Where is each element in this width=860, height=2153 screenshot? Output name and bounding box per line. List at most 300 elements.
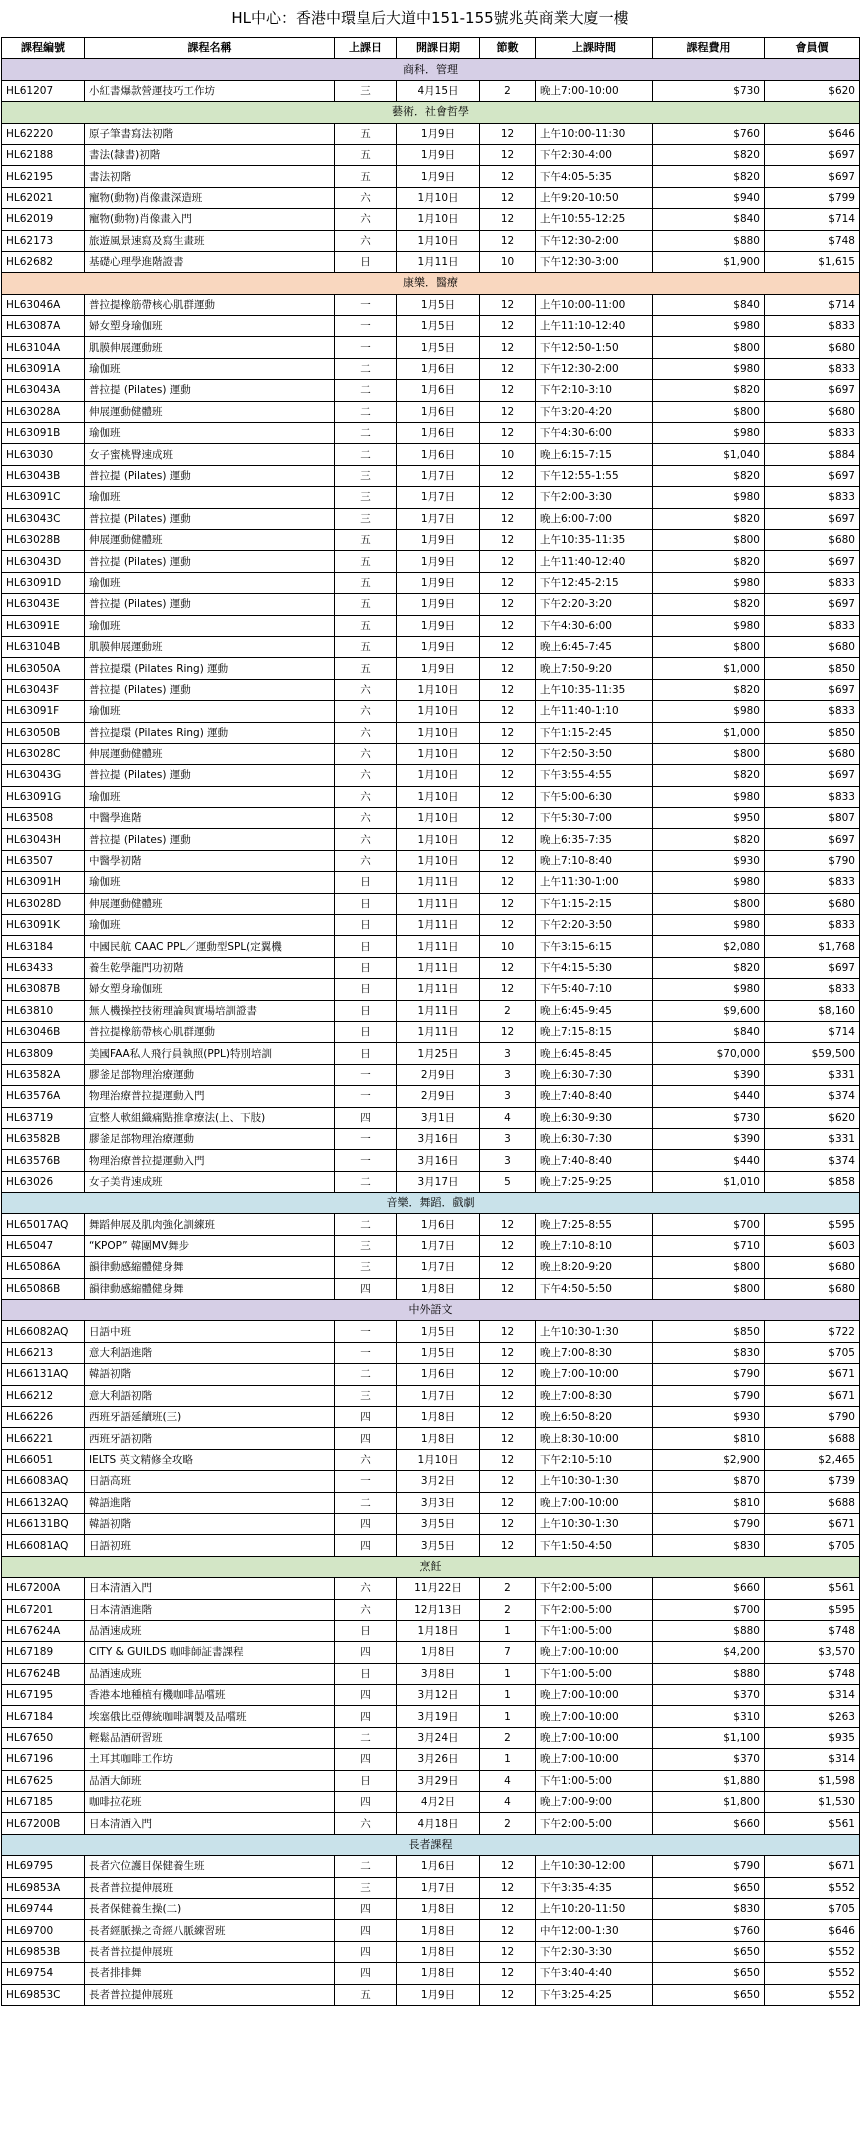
- course-code-cell: HL69853C: [2, 1984, 85, 2005]
- sessions-cell: 12: [480, 1856, 536, 1877]
- class-time-cell: 晚上6:30-7:30: [536, 1128, 653, 1149]
- course-name-cell: CITY & GUILDS 咖啡師証書課程: [85, 1642, 335, 1663]
- start-date-cell: 11月22日: [397, 1578, 480, 1599]
- course-name-cell: 瑜伽班: [85, 915, 335, 936]
- course-fee-cell: $800: [653, 893, 765, 914]
- course-code-cell: HL63091C: [2, 487, 85, 508]
- class-time-cell: 下午3:40-4:40: [536, 1963, 653, 1984]
- course-fee-cell: $1,100: [653, 1727, 765, 1748]
- class-day-cell: 三: [335, 465, 397, 486]
- table-row: [2, 80, 860, 101]
- course-fee-cell: $790: [653, 1385, 765, 1406]
- course-fee-cell: $800: [653, 636, 765, 657]
- class-day-cell: 二: [335, 1727, 397, 1748]
- class-time-cell: 下午3:15-6:15: [536, 936, 653, 957]
- course-fee-cell: $650: [653, 1877, 765, 1898]
- class-day-cell: 二: [335, 1856, 397, 1877]
- course-fee-cell: $950: [653, 808, 765, 829]
- start-date-cell: 1月5日: [397, 1342, 480, 1363]
- course-code-cell: HL63043H: [2, 829, 85, 850]
- class-day-cell: 三: [335, 1235, 397, 1256]
- course-name-cell: 普拉提 (Pilates) 運動: [85, 508, 335, 529]
- member-price-cell: $671: [765, 1364, 860, 1385]
- sessions-cell: 12: [480, 358, 536, 379]
- course-code-cell: HL63043F: [2, 679, 85, 700]
- table-row: [2, 1856, 860, 1877]
- start-date-cell: 1月25日: [397, 1043, 480, 1064]
- course-fee-cell: $930: [653, 850, 765, 871]
- class-day-cell: 六: [335, 808, 397, 829]
- course-code-cell: HL63582B: [2, 1128, 85, 1149]
- class-day-cell: 二: [335, 423, 397, 444]
- member-price-cell: $671: [765, 1856, 860, 1877]
- course-code-cell: HL63043C: [2, 508, 85, 529]
- course-code-cell: HL66082AQ: [2, 1321, 85, 1342]
- sessions-cell: 12: [480, 187, 536, 208]
- table-row: [2, 1064, 860, 1085]
- sessions-cell: 12: [480, 337, 536, 358]
- member-price-cell: $671: [765, 1385, 860, 1406]
- sessions-cell: 12: [480, 294, 536, 315]
- table-row: [2, 1364, 860, 1385]
- start-date-cell: 1月9日: [397, 144, 480, 165]
- class-time-cell: 晚上7:40-8:40: [536, 1086, 653, 1107]
- class-time-cell: 晚上6:45-8:45: [536, 1043, 653, 1064]
- course-name-cell: 伸展運動健體班: [85, 743, 335, 764]
- class-day-cell: 四: [335, 1535, 397, 1556]
- course-name-cell: 小紅書爆款營運技巧工作坊: [85, 80, 335, 101]
- member-price-cell: $697: [765, 765, 860, 786]
- table-row: [2, 144, 860, 165]
- course-name-cell: 肌膜伸展運動班: [85, 636, 335, 657]
- start-date-cell: 1月10日: [397, 765, 480, 786]
- class-day-cell: 六: [335, 701, 397, 722]
- table-row: [2, 1428, 860, 1449]
- table-row: [2, 829, 860, 850]
- class-day-cell: 二: [335, 1492, 397, 1513]
- course-code-cell: HL63091D: [2, 572, 85, 593]
- class-day-cell: 四: [335, 1107, 397, 1128]
- table-row: [2, 1770, 860, 1791]
- course-name-cell: 原子筆書寫法初階: [85, 123, 335, 144]
- table-row: [2, 1941, 860, 1962]
- course-fee-cell: $760: [653, 1920, 765, 1941]
- class-time-cell: 上午11:10-12:40: [536, 316, 653, 337]
- section-header-row: [2, 1834, 860, 1855]
- header-class-time: 上課時間: [536, 38, 653, 59]
- class-day-cell: 二: [335, 380, 397, 401]
- course-name-cell: 書法初階: [85, 166, 335, 187]
- member-price-cell: $697: [765, 551, 860, 572]
- course-fee-cell: $980: [653, 423, 765, 444]
- member-price-cell: $833: [765, 316, 860, 337]
- table-row: [2, 423, 860, 444]
- start-date-cell: 1月9日: [397, 166, 480, 187]
- class-day-cell: 一: [335, 316, 397, 337]
- class-time-cell: 晚上7:00-9:00: [536, 1792, 653, 1813]
- member-price-cell: $697: [765, 508, 860, 529]
- sessions-cell: 12: [480, 1407, 536, 1428]
- class-day-cell: 日: [335, 915, 397, 936]
- table-row: [2, 679, 860, 700]
- class-day-cell: 四: [335, 1749, 397, 1770]
- class-time-cell: 晚上7:00-10:00: [536, 1685, 653, 1706]
- section-title: 商科．管理: [2, 59, 860, 80]
- course-name-cell: 伸展運動健體班: [85, 893, 335, 914]
- course-code-cell: HL63576B: [2, 1150, 85, 1171]
- start-date-cell: 1月11日: [397, 893, 480, 914]
- class-time-cell: 晚上8:20-9:20: [536, 1257, 653, 1278]
- class-time-cell: 下午2:20-3:50: [536, 915, 653, 936]
- course-fee-cell: $980: [653, 487, 765, 508]
- class-day-cell: 三: [335, 80, 397, 101]
- class-time-cell: 晚上7:00-10:00: [536, 1727, 653, 1748]
- start-date-cell: 4月15日: [397, 80, 480, 101]
- member-price-cell: $833: [765, 487, 860, 508]
- start-date-cell: 1月11日: [397, 1021, 480, 1042]
- course-fee-cell: $650: [653, 1963, 765, 1984]
- table-row: [2, 187, 860, 208]
- class-day-cell: 三: [335, 1877, 397, 1898]
- table-row: [2, 1898, 860, 1919]
- sessions-cell: 12: [480, 850, 536, 871]
- class-day-cell: 六: [335, 679, 397, 700]
- course-name-cell: 婦女塑身瑜伽班: [85, 979, 335, 1000]
- member-price-cell: $697: [765, 380, 860, 401]
- course-fee-cell: $1,000: [653, 722, 765, 743]
- course-fee-cell: $980: [653, 572, 765, 593]
- start-date-cell: 1月7日: [397, 1385, 480, 1406]
- member-price-cell: $680: [765, 1278, 860, 1299]
- header-sessions: 節數: [480, 38, 536, 59]
- class-time-cell: 下午5:40-7:10: [536, 979, 653, 1000]
- member-price-cell: $833: [765, 786, 860, 807]
- table-row: [2, 1471, 860, 1492]
- class-time-cell: 下午2:50-3:50: [536, 743, 653, 764]
- course-fee-cell: $820: [653, 765, 765, 786]
- class-day-cell: 五: [335, 1984, 397, 2005]
- course-code-cell: HL67185: [2, 1792, 85, 1813]
- course-fee-cell: $830: [653, 1342, 765, 1363]
- class-day-cell: 日: [335, 979, 397, 1000]
- class-time-cell: 下午2:00-5:00: [536, 1578, 653, 1599]
- start-date-cell: 1月10日: [397, 850, 480, 871]
- start-date-cell: 1月11日: [397, 872, 480, 893]
- table-row: [2, 1407, 860, 1428]
- class-day-cell: 四: [335, 1920, 397, 1941]
- course-code-cell: HL65086A: [2, 1257, 85, 1278]
- start-date-cell: 1月6日: [397, 444, 480, 465]
- course-fee-cell: $760: [653, 123, 765, 144]
- header-course-code: 課程編號: [2, 38, 85, 59]
- sessions-cell: 3: [480, 1086, 536, 1107]
- class-day-cell: 一: [335, 1064, 397, 1085]
- course-fee-cell: $820: [653, 166, 765, 187]
- class-day-cell: 二: [335, 1214, 397, 1235]
- sessions-cell: 12: [480, 1364, 536, 1385]
- member-price-cell: $833: [765, 915, 860, 936]
- course-code-cell: HL65047: [2, 1235, 85, 1256]
- start-date-cell: 1月5日: [397, 294, 480, 315]
- sessions-cell: 4: [480, 1792, 536, 1813]
- course-code-cell: HL69744: [2, 1898, 85, 1919]
- sessions-cell: 12: [480, 1449, 536, 1470]
- sessions-cell: 1: [480, 1620, 536, 1641]
- header-class-day: 上課日: [335, 38, 397, 59]
- member-price-cell: $688: [765, 1428, 860, 1449]
- table-row: [2, 1513, 860, 1534]
- table-row: [2, 465, 860, 486]
- class-time-cell: 下午3:35-4:35: [536, 1877, 653, 1898]
- class-time-cell: 下午4:30-6:00: [536, 423, 653, 444]
- course-code-cell: HL63576A: [2, 1086, 85, 1107]
- member-price-cell: $935: [765, 1727, 860, 1748]
- member-price-cell: $3,570: [765, 1642, 860, 1663]
- member-price-cell: $671: [765, 1513, 860, 1534]
- course-fee-cell: $310: [653, 1706, 765, 1727]
- course-fee-cell: $9,600: [653, 1000, 765, 1021]
- section-header-row: [2, 1193, 860, 1214]
- course-code-cell: HL62682: [2, 251, 85, 272]
- sessions-cell: 12: [480, 829, 536, 850]
- class-time-cell: 晚上7:00-8:30: [536, 1385, 653, 1406]
- sessions-cell: 12: [480, 316, 536, 337]
- table-row: [2, 508, 860, 529]
- course-name-cell: 瑜伽班: [85, 358, 335, 379]
- course-fee-cell: $820: [653, 594, 765, 615]
- start-date-cell: 1月8日: [397, 1642, 480, 1663]
- table-row: [2, 294, 860, 315]
- class-time-cell: 晚上6:50-8:20: [536, 1407, 653, 1428]
- course-code-cell: HL62019: [2, 209, 85, 230]
- table-row: [2, 1171, 860, 1192]
- start-date-cell: 1月7日: [397, 1235, 480, 1256]
- sessions-cell: 3: [480, 1043, 536, 1064]
- class-day-cell: 六: [335, 1599, 397, 1620]
- course-fee-cell: $650: [653, 1941, 765, 1962]
- sessions-cell: 12: [480, 551, 536, 572]
- course-name-cell: 中國民航 CAAC PPL／運動型SPL(定翼機: [85, 936, 335, 957]
- start-date-cell: 3月2日: [397, 1471, 480, 1492]
- class-time-cell: 晚上7:00-10:00: [536, 1642, 653, 1663]
- section-title: 音樂．舞蹈．戲劇: [2, 1193, 860, 1214]
- course-name-cell: 日本清酒入門: [85, 1578, 335, 1599]
- class-day-cell: 六: [335, 1578, 397, 1599]
- course-code-cell: HL63043B: [2, 465, 85, 486]
- start-date-cell: 1月11日: [397, 1000, 480, 1021]
- member-price-cell: $595: [765, 1599, 860, 1620]
- course-fee-cell: $660: [653, 1578, 765, 1599]
- start-date-cell: 1月7日: [397, 1257, 480, 1278]
- table-row: [2, 872, 860, 893]
- course-fee-cell: $870: [653, 1471, 765, 1492]
- table-row: [2, 1642, 860, 1663]
- class-time-cell: 晚上7:40-8:40: [536, 1150, 653, 1171]
- start-date-cell: 3月5日: [397, 1535, 480, 1556]
- sessions-cell: 4: [480, 1770, 536, 1791]
- start-date-cell: 1月9日: [397, 636, 480, 657]
- start-date-cell: 3月3日: [397, 1492, 480, 1513]
- course-fee-cell: $820: [653, 465, 765, 486]
- course-table-body: [2, 59, 860, 2006]
- sessions-cell: 3: [480, 1064, 536, 1085]
- start-date-cell: 1月10日: [397, 808, 480, 829]
- course-fee-cell: $980: [653, 615, 765, 636]
- course-fee-cell: $800: [653, 529, 765, 550]
- course-fee-cell: $980: [653, 786, 765, 807]
- course-fee-cell: $800: [653, 1278, 765, 1299]
- course-code-cell: HL62195: [2, 166, 85, 187]
- course-code-cell: HL65086B: [2, 1278, 85, 1299]
- class-day-cell: 五: [335, 166, 397, 187]
- member-price-cell: $331: [765, 1128, 860, 1149]
- table-row: [2, 1235, 860, 1256]
- class-time-cell: 下午3:20-4:20: [536, 401, 653, 422]
- class-day-cell: 日: [335, 1043, 397, 1064]
- class-time-cell: 上午11:30-1:00: [536, 872, 653, 893]
- sessions-cell: 12: [480, 1214, 536, 1235]
- class-day-cell: 六: [335, 230, 397, 251]
- table-row: [2, 594, 860, 615]
- class-time-cell: 下午2:30-4:00: [536, 144, 653, 165]
- table-row: [2, 765, 860, 786]
- course-code-cell: HL67624B: [2, 1663, 85, 1684]
- sessions-cell: 12: [480, 1321, 536, 1342]
- course-fee-cell: $820: [653, 144, 765, 165]
- sessions-cell: 12: [480, 1984, 536, 2005]
- course-name-cell: 無人機操控技術理論與實場培訓證書: [85, 1000, 335, 1021]
- course-name-cell: 伸展運動健體班: [85, 529, 335, 550]
- class-day-cell: 四: [335, 1898, 397, 1919]
- sessions-cell: 12: [480, 401, 536, 422]
- class-time-cell: 上午10:35-11:35: [536, 679, 653, 700]
- course-name-cell: 普拉提 (Pilates) 運動: [85, 551, 335, 572]
- member-price-cell: $697: [765, 679, 860, 700]
- sessions-cell: 12: [480, 893, 536, 914]
- class-day-cell: 六: [335, 1449, 397, 1470]
- class-day-cell: 五: [335, 658, 397, 679]
- start-date-cell: 1月11日: [397, 915, 480, 936]
- course-fee-cell: $940: [653, 187, 765, 208]
- course-name-cell: 意大利語進階: [85, 1342, 335, 1363]
- start-date-cell: 1月9日: [397, 615, 480, 636]
- sessions-cell: 2: [480, 1727, 536, 1748]
- course-code-cell: HL63091E: [2, 615, 85, 636]
- member-price-cell: $1,615: [765, 251, 860, 272]
- class-day-cell: 四: [335, 1941, 397, 1962]
- member-price-cell: $790: [765, 850, 860, 871]
- class-day-cell: 二: [335, 358, 397, 379]
- section-title: 烹飪: [2, 1556, 860, 1577]
- course-fee-cell: $700: [653, 1214, 765, 1235]
- class-time-cell: 晚上7:25-8:55: [536, 1214, 653, 1235]
- table-row: [2, 1535, 860, 1556]
- member-price-cell: $705: [765, 1898, 860, 1919]
- course-code-cell: HL67201: [2, 1599, 85, 1620]
- sessions-cell: 12: [480, 957, 536, 978]
- class-day-cell: 日: [335, 1770, 397, 1791]
- course-code-cell: HL66081AQ: [2, 1535, 85, 1556]
- course-fee-cell: $2,900: [653, 1449, 765, 1470]
- table-row: [2, 1257, 860, 1278]
- table-row: [2, 786, 860, 807]
- sessions-cell: 12: [480, 679, 536, 700]
- course-code-cell: HL63043D: [2, 551, 85, 572]
- course-code-cell: HL63050A: [2, 658, 85, 679]
- course-code-cell: HL69853B: [2, 1941, 85, 1962]
- section-header-row: [2, 1556, 860, 1577]
- sessions-cell: 10: [480, 444, 536, 465]
- start-date-cell: 2月9日: [397, 1064, 480, 1085]
- start-date-cell: 3月29日: [397, 1770, 480, 1791]
- sessions-cell: 12: [480, 1021, 536, 1042]
- table-row: [2, 1000, 860, 1021]
- course-name-cell: 香港本地種植有機咖啡品嚐班: [85, 1685, 335, 1706]
- start-date-cell: 1月9日: [397, 1984, 480, 2005]
- sessions-cell: 12: [480, 1492, 536, 1513]
- class-day-cell: 一: [335, 1342, 397, 1363]
- course-name-cell: 膠釜足部物理治療運動: [85, 1064, 335, 1085]
- table-row: [2, 487, 860, 508]
- header-member-price: 會員價: [765, 38, 860, 59]
- section-title: 中外語文: [2, 1300, 860, 1321]
- sessions-cell: 12: [480, 1342, 536, 1363]
- course-fee-cell: $710: [653, 1235, 765, 1256]
- member-price-cell: $374: [765, 1150, 860, 1171]
- class-time-cell: 下午12:50-1:50: [536, 337, 653, 358]
- table-row: [2, 1920, 860, 1941]
- class-time-cell: 晚上7:00-10:00: [536, 1492, 653, 1513]
- table-row: [2, 1599, 860, 1620]
- member-price-cell: $705: [765, 1342, 860, 1363]
- course-name-cell: 長者穴位護目保健養生班: [85, 1856, 335, 1877]
- class-day-cell: 二: [335, 1171, 397, 1192]
- section-header-row: [2, 273, 860, 294]
- course-code-cell: HL63507: [2, 850, 85, 871]
- course-code-cell: HL69795: [2, 1856, 85, 1877]
- start-date-cell: 1月10日: [397, 230, 480, 251]
- course-fee-cell: $820: [653, 380, 765, 401]
- member-price-cell: $552: [765, 1941, 860, 1962]
- member-price-cell: $850: [765, 658, 860, 679]
- member-price-cell: $697: [765, 166, 860, 187]
- member-price-cell: $620: [765, 80, 860, 101]
- member-price-cell: $748: [765, 230, 860, 251]
- member-price-cell: $697: [765, 829, 860, 850]
- course-name-cell: 普拉提 (Pilates) 運動: [85, 465, 335, 486]
- course-name-cell: 基礎心理學進階證書: [85, 251, 335, 272]
- course-name-cell: 物理治療普拉提運動入門: [85, 1150, 335, 1171]
- member-price-cell: $680: [765, 743, 860, 764]
- class-time-cell: 晚上7:00-10:00: [536, 1706, 653, 1727]
- course-code-cell: HL63091A: [2, 358, 85, 379]
- sessions-cell: 10: [480, 936, 536, 957]
- course-code-cell: HL63046B: [2, 1021, 85, 1042]
- course-fee-cell: $730: [653, 80, 765, 101]
- course-code-cell: HL61207: [2, 80, 85, 101]
- header-course-name: 課程名稱: [85, 38, 335, 59]
- start-date-cell: 12月13日: [397, 1599, 480, 1620]
- class-day-cell: 五: [335, 615, 397, 636]
- course-code-cell: HL66051: [2, 1449, 85, 1470]
- start-date-cell: 1月10日: [397, 679, 480, 700]
- course-code-cell: HL63433: [2, 957, 85, 978]
- sessions-cell: 12: [480, 594, 536, 615]
- table-row: [2, 529, 860, 550]
- course-code-cell: HL66132AQ: [2, 1492, 85, 1513]
- course-fee-cell: $840: [653, 1021, 765, 1042]
- sessions-cell: 12: [480, 1278, 536, 1299]
